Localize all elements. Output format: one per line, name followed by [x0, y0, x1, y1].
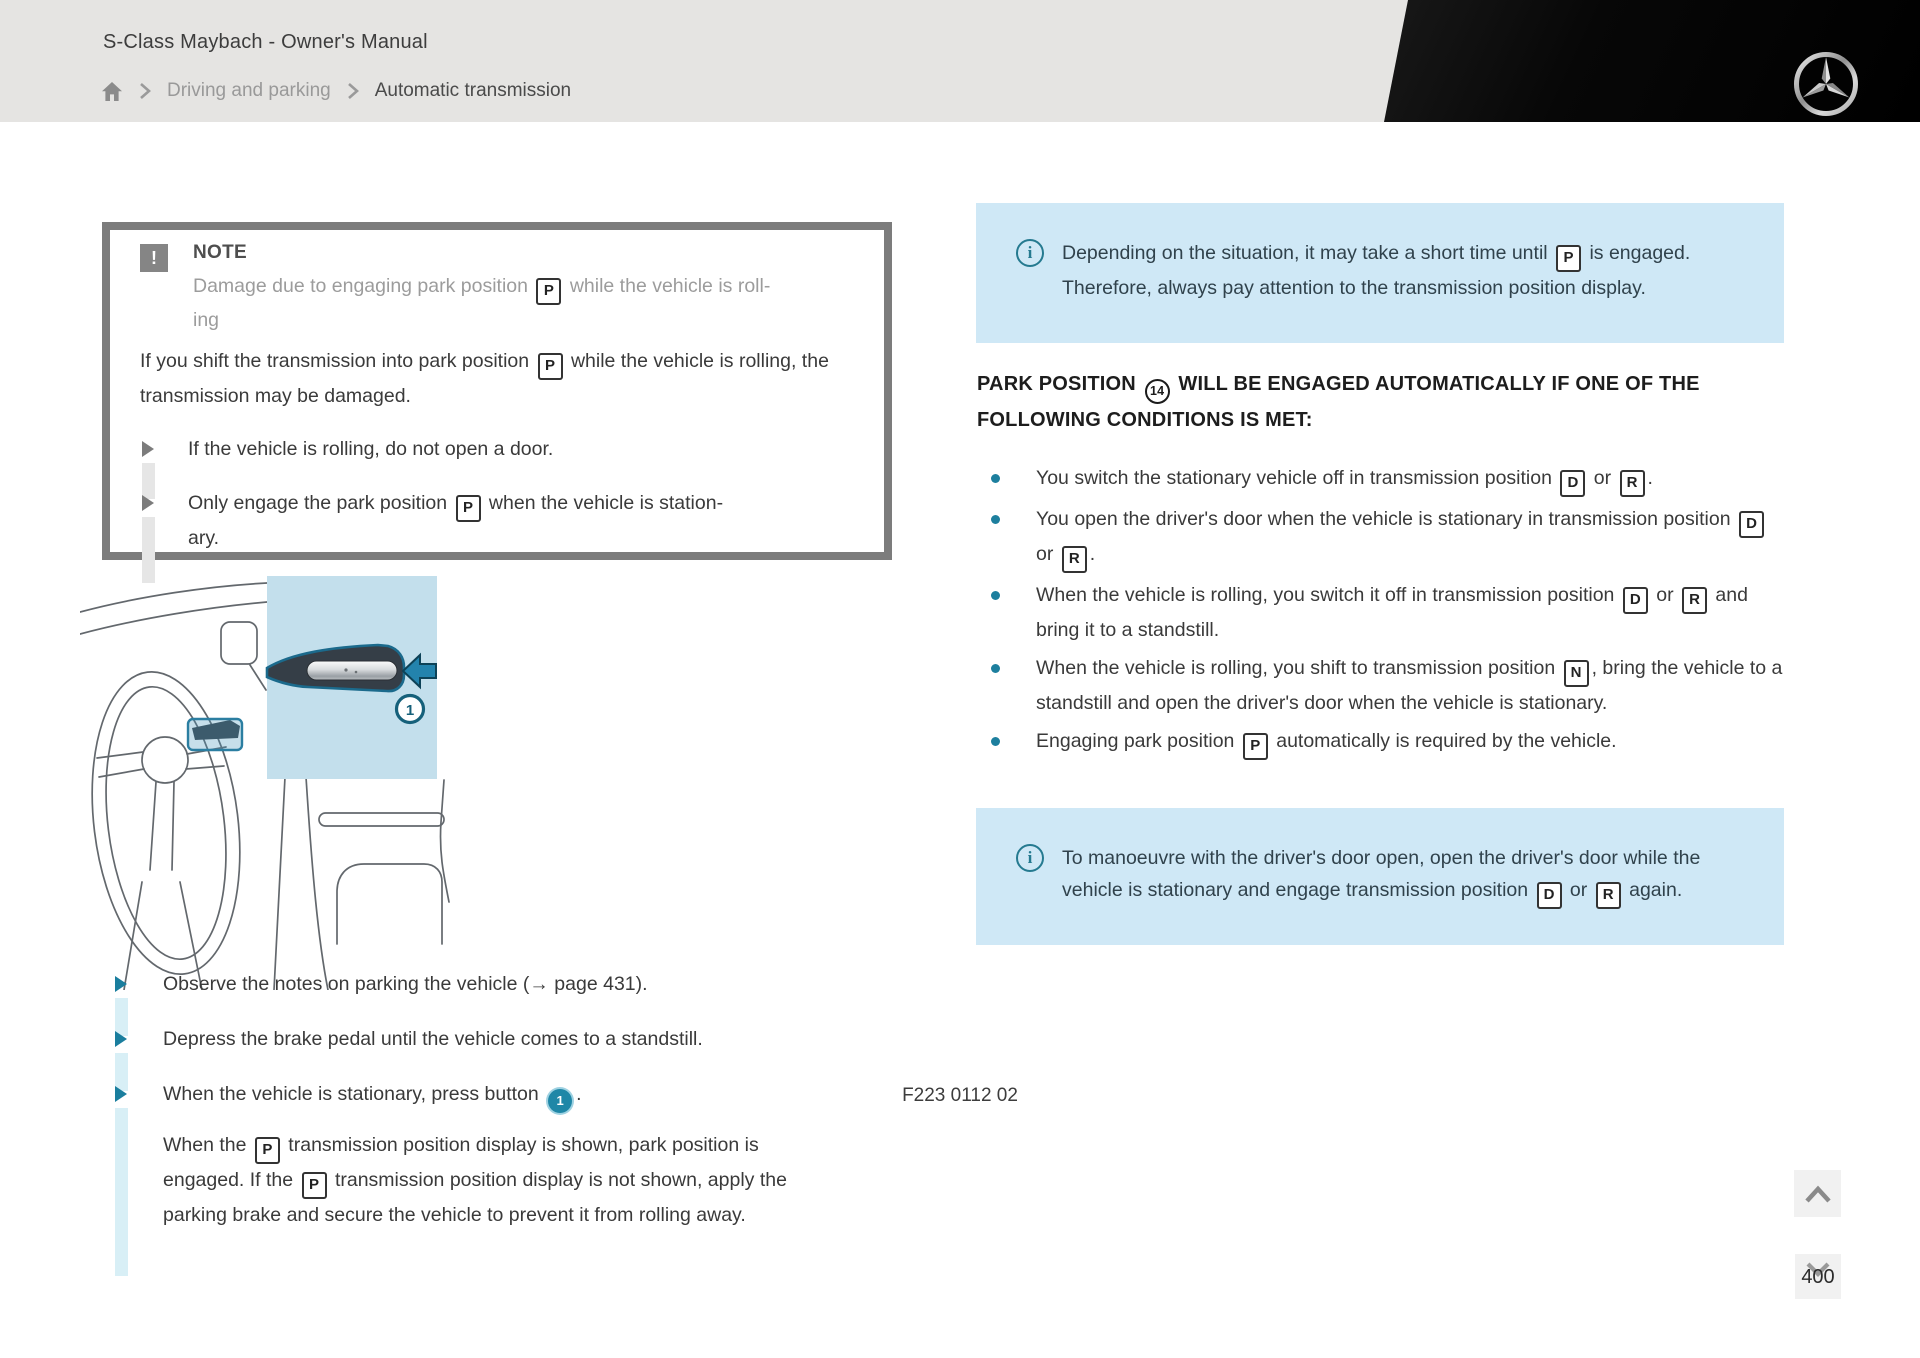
figure-badge-1 [397, 696, 424, 723]
text-segment: or [1588, 467, 1617, 489]
header-bar [0, 0, 1920, 122]
keycap-R: R [1062, 546, 1087, 573]
info-icon: i [1016, 844, 1044, 872]
text-segment: . [576, 1083, 582, 1105]
brand-banner [1300, 0, 1920, 122]
bullet-bar [115, 1108, 128, 1276]
instruction-detail-text [163, 1129, 818, 1231]
text-segment: When the [163, 1134, 252, 1156]
keycap-R: R [1682, 587, 1707, 614]
text-segment: Observe the notes on parking the vehicle (→ page 431). [163, 973, 648, 995]
note-subtitle [193, 271, 770, 336]
page-number-button[interactable] [1795, 1254, 1841, 1299]
text-segment: ary. [188, 527, 220, 549]
keycap-P: P [255, 1137, 280, 1164]
text-segment: while the vehicle is roll- [564, 275, 771, 297]
exclamation-icon: ! [140, 244, 168, 272]
triangle-bullet-icon [142, 495, 154, 511]
text-segment: automatically is required by the vehicle. [1270, 730, 1617, 752]
info-box-text [1062, 842, 1708, 909]
keycap-P: P [456, 495, 481, 522]
bullet-dot-icon [991, 737, 1000, 746]
keycap-P: P [1243, 733, 1268, 760]
info-icon: i [1016, 239, 1044, 267]
page-number: 400 [1801, 1266, 1835, 1288]
text-segment: again. [1623, 879, 1683, 901]
conditions-heading [977, 368, 1737, 437]
instruction-text [163, 973, 648, 995]
text-segment: PARK POSITION [977, 373, 1142, 395]
text-segment: while the vehicle is rolling, the transmission may be damaged. [140, 350, 829, 407]
condition-text [1036, 508, 1767, 565]
condition-text [1036, 657, 1782, 714]
svg-text:1: 1 [405, 702, 415, 719]
text-segment: Depending on the situation, it may take a short time until [1062, 242, 1554, 264]
breadcrumb-item-automatic-transmission: Automatic transmission [374, 80, 572, 101]
keycap-P: P [302, 1172, 327, 1199]
list-item [988, 579, 1788, 646]
note-title: NOTE [193, 242, 247, 263]
note-item-text [188, 492, 723, 549]
text-segment: You switch the stationary vehicle off in transmission position [1036, 467, 1558, 489]
keycap-R: R [1620, 470, 1645, 497]
circled-number-14: 14 [1145, 379, 1170, 404]
text-segment: Only engage the park position [188, 492, 453, 514]
list-item [988, 652, 1788, 719]
list-item [988, 725, 1788, 760]
info-box-transmission-display [976, 203, 1784, 343]
text-segment: transmission position display is not shown, apply the parking brake and secure the vehicle to prevent it from rolling away. [163, 1169, 787, 1226]
condition-text [1036, 584, 1748, 641]
instruction-text [163, 1028, 703, 1050]
info-box-manoeuvre [976, 808, 1784, 945]
text-segment: . [1089, 543, 1096, 565]
text-segment: When the vehicle is rolling, you shift to transmission position [1036, 657, 1561, 679]
list-item [113, 968, 813, 1000]
list-item [113, 1023, 813, 1055]
text-segment: If you shift the transmission into park position [140, 350, 535, 372]
text-segment: is engaged. Therefore, always pay attention to the transmission position display. [1062, 242, 1691, 299]
keycap-D: D [1739, 511, 1764, 538]
breadcrumb-item-driving-and-parking[interactable]: Driving and parking [167, 80, 331, 101]
steering-wheel-illustration [80, 570, 520, 990]
text-segment: ing [193, 309, 220, 331]
text-segment: or [1650, 584, 1680, 606]
home-icon[interactable] [101, 81, 123, 102]
keycap-P: P [536, 278, 561, 305]
text-segment: Engaging park position [1036, 730, 1240, 752]
badge-1: 1 [548, 1089, 572, 1113]
triangle-bullet-icon [115, 1031, 127, 1047]
note-body-text [140, 345, 870, 412]
triangle-bullet-icon [142, 441, 154, 457]
conditions-list [988, 462, 1788, 766]
bullet-dot-icon [991, 664, 1000, 673]
text-segment: You open the driver's door when the vehicle is stationary in transmission position [1036, 508, 1736, 530]
list-item [140, 433, 858, 465]
info-box-text [1062, 237, 1708, 304]
keycap-D: D [1623, 587, 1648, 614]
list-item [988, 462, 1788, 497]
chevron-right-icon [138, 82, 152, 100]
bullet-dot-icon [991, 591, 1000, 600]
breadcrumb [101, 80, 571, 102]
keycap-P: P [1556, 245, 1581, 272]
note-warning-box [102, 222, 892, 560]
text-segment: or [1564, 879, 1593, 901]
scroll-to-top-button[interactable] [1794, 1170, 1841, 1217]
text-segment: and bring it to a standstill. [1036, 584, 1748, 641]
keycap-D: D [1560, 470, 1585, 497]
condition-text [1036, 467, 1653, 489]
page-title: S-Class Maybach - Owner's Manual [103, 31, 428, 53]
text-segment: or [1036, 543, 1059, 565]
triangle-bullet-icon [115, 976, 127, 992]
text-segment: When the vehicle is stationary, press button [163, 1083, 545, 1105]
figure-code: F223 0112 02 [902, 1085, 1018, 1106]
text-segment: when the vehicle is station- [483, 492, 724, 514]
text-segment: transmission position display is shown, park position is engaged. If the [163, 1134, 759, 1191]
keycap-D: D [1537, 882, 1562, 909]
text-segment: If the vehicle is rolling, do not open a door. [188, 438, 554, 460]
keycap-N: N [1564, 660, 1589, 687]
chevron-up-icon [1803, 1183, 1833, 1205]
text-segment: WILL BE ENGAGED AUTOMATICALLY IF ONE OF THE FOLLOWING CONDITIONS IS MET: [977, 373, 1700, 431]
instruction-list [113, 968, 813, 1254]
keycap-R: R [1596, 882, 1621, 909]
list-item [140, 487, 858, 554]
keycap-P: P [538, 353, 563, 380]
bullet-dot-icon [991, 515, 1000, 524]
chevron-right-icon [346, 82, 360, 100]
list-item [988, 503, 1788, 573]
text-segment: Damage due to engaging park position [193, 275, 534, 297]
note-item-list [140, 433, 858, 554]
text-segment: Depress the brake pedal until the vehicle comes to a standstill. [163, 1028, 703, 1050]
text-segment: . [1647, 467, 1653, 489]
mercedes-star-logo [1792, 50, 1860, 118]
note-item-text [188, 438, 553, 460]
condition-text [1036, 730, 1617, 752]
text-segment: To manoeuvre with the driver's door open, open the driver's door while the vehicle is stationary and engage transmission position [1062, 847, 1701, 901]
text-segment: When the vehicle is rolling, you switch it off in transmission position [1036, 584, 1620, 606]
bullet-dot-icon [991, 474, 1000, 483]
text-segment: , bring the vehicle to a standstill and open the driver's door when the vehicle is stationary. [1036, 657, 1783, 714]
